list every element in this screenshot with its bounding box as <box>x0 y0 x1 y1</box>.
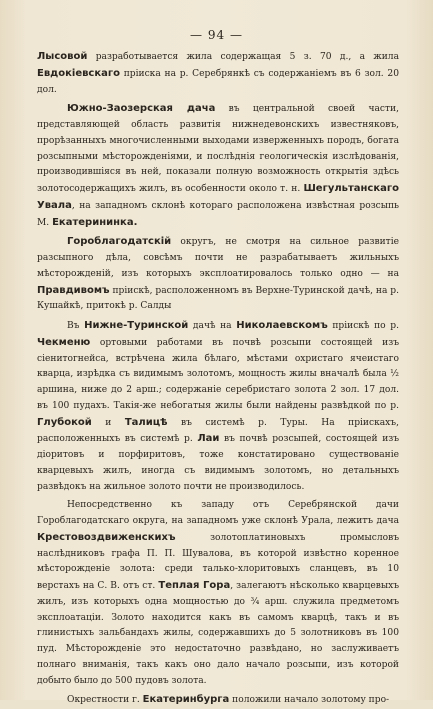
text-run: Непосредственно къ западу отъ Серебрянской дачи Гороблагодатскаго округа, на западномъ уже склонѣ Урала, лежитъ дача <box>37 500 399 526</box>
bold-term: Лысовой <box>37 51 88 62</box>
bold-term: Талицѣ <box>124 416 168 428</box>
bold-term: Правдивомъ <box>37 284 110 296</box>
text-run: ортовыми работами въ почвѣ розсыпи состоящей изъ сіенитогнейса, встрѣчена жила бѣлаго, мѣстами охристаго ячеистаго кварца, изрѣдка съ видимымъ золотомъ, мощность жилы вначалѣ была ½ аршина, ниже до 2 арш.; содержаніе серебристаго золота 2 зол. 17 дол. въ 100 пудахъ. Такія-же небогатыя жилы были найдены развѣдкой по р. <box>37 337 399 411</box>
paragraph <box>37 234 399 315</box>
text-run: Окрестности г. <box>67 695 143 706</box>
text-run: разработывается жила содержащая 5 з. 70 д., а жила <box>87 52 399 62</box>
text-run: пріискѣ, расположенномъ въ Верхне-Туринской дачѣ, на р. Кушайкѣ, притокѣ р. Салды <box>37 285 399 312</box>
text-run: въ почвѣ розсыпей, состоящей изъ діоритовъ и порфиритовъ, тоже констатировано существованіе кварцевыхъ жилъ, иногда съ видимымъ золотомъ, но детальныхъ развѣдокъ на жильное золото почти не производилось. <box>37 434 399 492</box>
bold-term: Чекменю <box>37 336 91 348</box>
paragraph <box>37 692 399 709</box>
text-run: , на западномъ склонѣ котораго расположена извѣстная розсыпь М. <box>37 200 399 228</box>
bold-term: Екатерининка. <box>52 216 138 228</box>
paragraph <box>37 101 399 231</box>
text-run: пріиска на р. Серебрянкѣ съ содержаніемъ въ 6 зол. 20 дол. <box>37 68 399 95</box>
text-run: округъ, не смотря на сильное развитіе разсыпного дѣла, совсѣмъ почти не разрабатываетъ жильныхъ мѣсторожденій, изъ которыхъ эксплоатировалось только одно — на <box>37 237 399 279</box>
paragraph <box>37 498 399 689</box>
bold-term: Николаевскомъ <box>236 320 328 331</box>
bold-term: Екатеринбурга <box>142 694 230 706</box>
bold-term: Южно-Заозерская дача <box>67 103 216 115</box>
text-run: положили начало золотому про- <box>229 695 390 706</box>
text-run: въ системѣ р. Туры. На пріискахъ, расположенныхъ въ системѣ р. <box>37 417 399 445</box>
text-run: и <box>91 417 125 428</box>
bold-term: Евдокіевскаго <box>37 67 120 79</box>
bold-term: Лаи <box>197 433 220 445</box>
page-number: — 94 — <box>190 28 243 42</box>
bold-term: Крестовоздвиженскихъ <box>37 531 176 543</box>
paragraph <box>37 318 399 495</box>
text-run: Въ <box>67 321 85 331</box>
bold-term: Нижне-Туринской <box>84 320 189 331</box>
bold-term: Глубокой <box>37 416 92 428</box>
text-run: въ центральной своей части, представляющей область развитія нижнедевонскихъ известняковъ, прорѣзанныхъ многочисленными выходами изверженныхъ породъ, богата розсыпными мѣсторожденіями, и послѣднія геологическія изслѣдованія, производившіяся въ ней, показали полную возможность открытія здѣсь золотосодержащихъ жилъ, въ особенности около т. н. <box>37 104 399 194</box>
bold-term: Гороблагодатскій <box>67 236 172 248</box>
paragraph <box>37 49 399 98</box>
text-run: , залегаютъ нѣсколько кварцевыхъ жилъ, изъ которыхъ одна мощностью до ¾ арш. служила предметомъ эксплоатаціи. Золото находится какъ въ самомъ кварцѣ, такъ и въ глинистыхъ зальбандахъ жилы, содержавшихъ до 5 золотниковъ въ 100 пуд. Мѣсторожденіе это недостаточно развѣдано, но заслуживаетъ полнаго вниманія, такъ какъ оно дало начало розсыпи, изъ которой добыто было до 500 пудовъ золота. <box>37 581 399 686</box>
text-run: пріискѣ по р. <box>327 321 399 331</box>
text-run: золотоплатиновыхъ промысловъ наслѣдниковъ графа П. П. Шувалова, въ которой извѣстно коренное мѣсторожденіе золота: среди талько-хлоритовыхъ сланцевъ, въ 10 верстахъ на С. В. отъ ст. <box>37 532 399 591</box>
page-body-text <box>37 49 399 709</box>
text-run: дачѣ на <box>188 321 237 331</box>
bold-term: Шегультанскаго Увала <box>37 183 399 211</box>
bold-term: Теплая Гора <box>158 580 231 591</box>
